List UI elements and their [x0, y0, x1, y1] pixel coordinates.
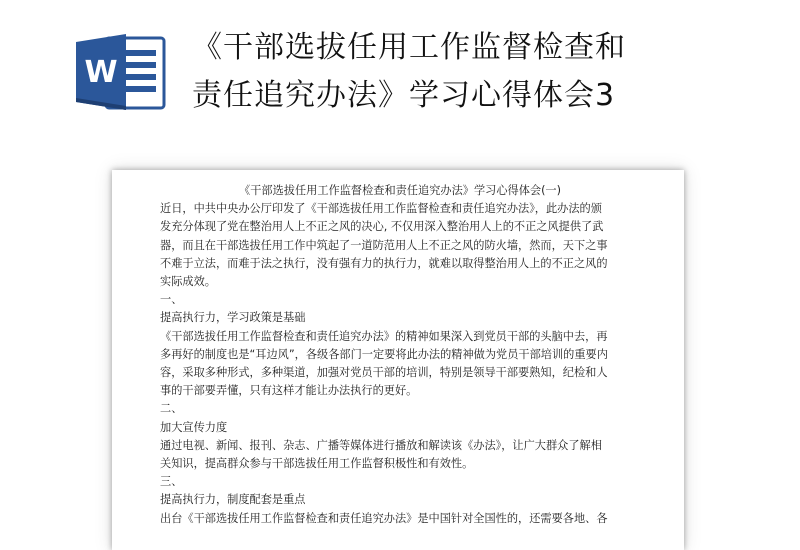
document-line: 容，采取多种形式，多种渠道，加强对党员干部的培训，特别是领导干部要熟知，纪检和人	[160, 366, 608, 380]
section-number: 一、	[160, 293, 183, 307]
document-line: 近日，中共中央办公厅印发了《干部选拔任用工作监督检查和责任追究办法》，此办法的颁	[160, 202, 602, 216]
word-icon	[72, 32, 168, 112]
document-line: 事的干部要弄懂，只有这样才能让办法执行的更好。	[160, 384, 418, 398]
document-line: 实际成效。	[160, 275, 216, 289]
document-line: 关知识，提高群众参与干部选拔任用工作监督积极性和有效性。	[160, 457, 474, 471]
document-line: 发充分体现了党在整治用人上不正之风的决心, 不仅用深入整治用人上的不正之风提供了武	[160, 220, 604, 234]
page-title	[192, 24, 772, 120]
document-line: 不难于立法，而难于法之执行，没有强有力的执行力，就难以取得整治用人上的不正之风的	[160, 256, 608, 270]
document-line: 《干部选拔任用工作监督检查和责任追究办法》的精神如果深入到党员干部的头脑中去，再	[160, 329, 608, 343]
document-line: 出台《干部选拔任用工作监督检查和责任追究办法》是中国针对全国性的，还需要各地、各	[160, 511, 608, 525]
title-line-1: 《干部选拔任用工作监督检查和	[192, 30, 626, 65]
document-line: 通过电视、新闻、报刊、杂志、广播等媒体进行播放和解读该《办法》，让广大群众了解相	[160, 438, 602, 452]
title-line-2: 责任追究办法》学习心得体会3	[192, 78, 616, 113]
section-number: 二、	[160, 402, 183, 416]
section-title: 加大宣传力度	[160, 420, 228, 434]
document-heading: 《干部选拔任用工作监督检查和责任追究办法》学习心得体会(一)	[239, 184, 561, 197]
page-header	[0, 0, 800, 160]
document-page	[112, 170, 684, 526]
section-title: 提高执行力，学习政策是基础	[160, 311, 306, 325]
document-body	[160, 182, 640, 526]
section-title: 提高执行力，制度配套是重点	[160, 493, 306, 507]
section-number: 三、	[160, 475, 183, 489]
document-line: 器，而且在干部选拔任用工作中筑起了一道防范用人上不正之风的防火墙，然而，天下之事	[160, 238, 608, 252]
svg-text:W: W	[84, 55, 118, 90]
document-line: 多再好的制度也是“耳边风”，各级各部门一定要将此办法的精神做为党员干部培训的重要内	[160, 347, 608, 361]
